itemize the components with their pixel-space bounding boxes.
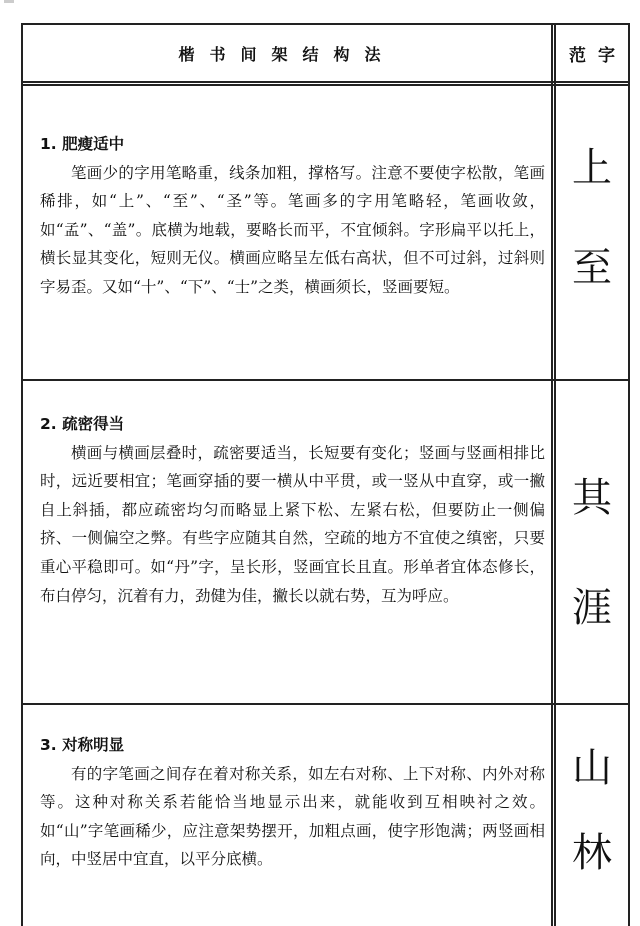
section-symmetry [40, 731, 545, 874]
header-rule-double [21, 84, 629, 86]
table-right-border [628, 23, 630, 926]
sample-character: 其 [572, 475, 612, 521]
sample-character: 上 [572, 145, 612, 191]
table-header-sample-label: 范字 [569, 45, 627, 66]
section-body: 有的字笔画之间存在着对称关系，如左右对称、上下对称、内外对称等。这种对称关系若能恰当地显示出来，就能收到互相映衬之效。如“山”字笔画稀少，应注意架势摆开，加粗点画，使字形饱满；两竖画相向，中竖居中宜直，以平分底横。 [40, 764, 545, 869]
section-density [40, 410, 545, 610]
sample-character: 山 [572, 745, 612, 791]
section-body: 笔画少的字用笔略重，线条加粗，撑格写。注意不要使字松散，笔画稀排，如“上”、“至”、“圣”等。笔画多的字用笔略轻，笔画收敛，如“孟”、“盖”。底横为地载，要略长而平，不宜倾斜。字形扁平以托上，横长显其变化，短则无仪。横画应略呈左低右高状，但不可过斜，过斜则字易歪。又如“十”、“下”、“士”之类，横画须长，竖画要短。 [40, 163, 545, 296]
row-divider [21, 703, 629, 705]
sample-character: 至 [572, 245, 612, 291]
section-heading: 2. 疏密得当 [40, 415, 125, 433]
section-heading: 1. 肥瘦适中 [40, 135, 125, 153]
section-heading: 3. 对称明显 [40, 736, 125, 754]
row-divider [21, 379, 629, 381]
header-rule [21, 81, 629, 83]
column-divider [551, 23, 553, 926]
section-fat-thin [40, 130, 545, 302]
sample-character: 林 [572, 830, 612, 876]
sample-character: 涯 [572, 585, 612, 631]
page-edge-mark [4, 0, 14, 3]
table-header-title: 楷书间架结构法 [178, 44, 396, 64]
section-body: 横画与横画层叠时，疏密要适当，长短要有变化；竖画与竖画相排比时，远近要相宜；笔画穿插的要一横从中平贯，或一竖从中直穿，或一撇自上斜插，都应疏密均匀而略显上紧下松、左紧右松，但要防止一侧偏挤、一侧偏空之弊。有些字应随其自然，空疏的地方不宜使之缜密，只要重心平稳即可。如“丹”字，呈长形，竖画宜长且直。形单者宜体态修长，布白停匀，沉着有力，劲健为佳，撇长以就右势，互为呼应。 [40, 443, 545, 605]
